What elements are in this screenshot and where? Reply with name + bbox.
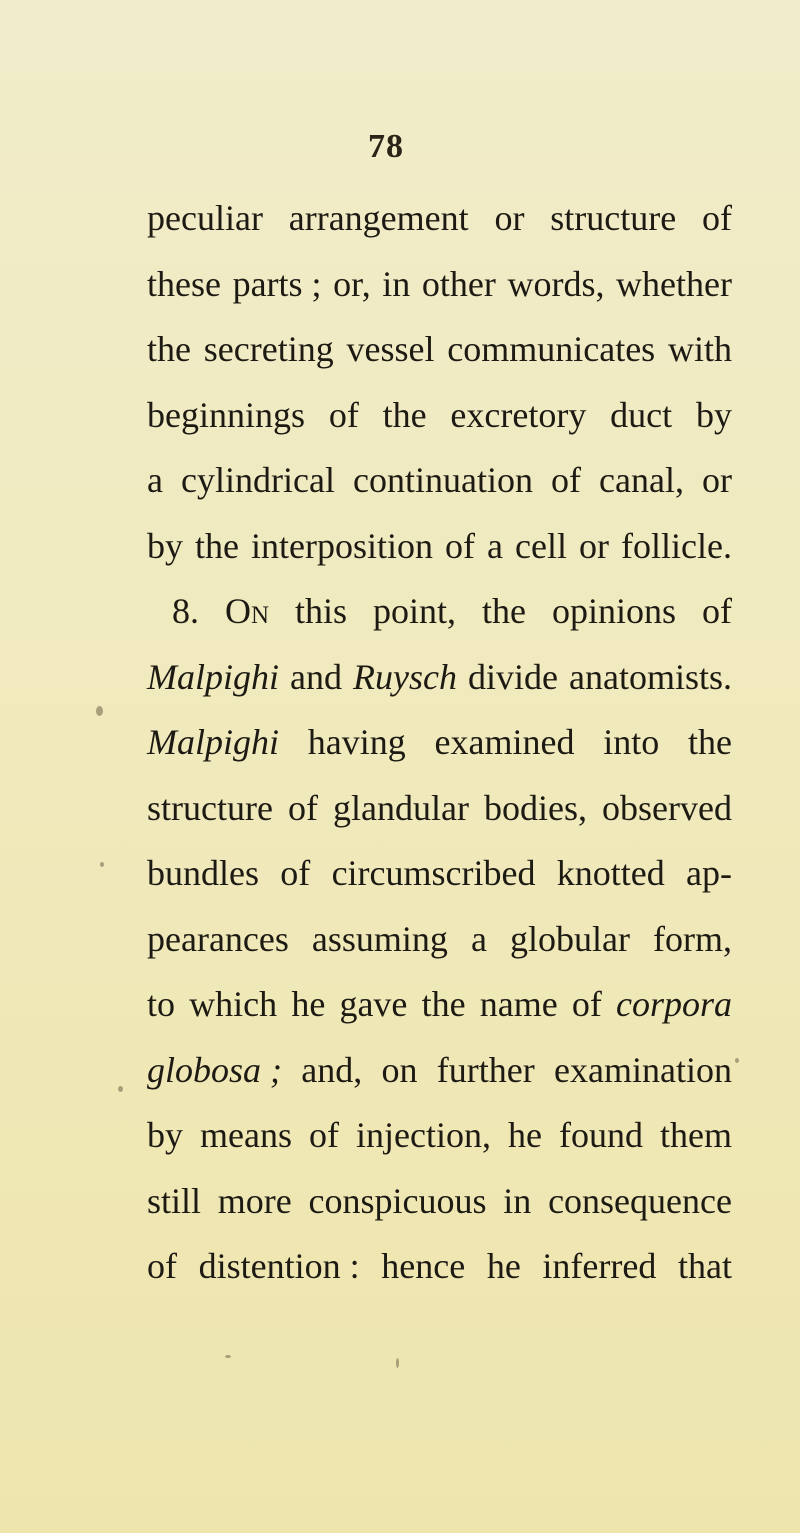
word: excretory [450,394,587,435]
page-number: 78 [368,128,404,165]
word: by [695,394,732,435]
word: bodies, [484,787,587,828]
word: that [677,1246,732,1286]
word: these [147,263,221,304]
word: gave [339,984,408,1024]
word: by [147,525,183,566]
italic-name: Malpighi [147,656,279,697]
text-line [147,841,732,907]
word: whether [616,263,732,304]
text-line [147,383,732,449]
word: or [579,525,610,566]
italic-name: Malpighi [147,722,279,762]
text-line [147,514,732,580]
word: in [503,1180,532,1221]
paragraph-start-line [147,579,732,645]
italic-term: corpora [616,984,732,1024]
word: name [479,984,558,1024]
word: structure [147,787,273,828]
word: distention : [198,1246,360,1286]
text-line [147,317,732,383]
word: a [470,918,487,959]
word: on [381,1049,418,1090]
word: globular [509,918,630,959]
word: conspicuous [308,1180,487,1221]
word: examination [554,1049,732,1090]
word: hence [381,1246,466,1286]
word: and, [301,1049,363,1090]
word: of [571,984,602,1024]
paper-speck [100,862,104,867]
word: the [195,525,239,566]
word: cell [515,525,568,566]
word: injection, [356,1115,491,1155]
word: glandular [333,787,469,828]
text-line [147,710,732,776]
word: this [295,591,348,631]
word: peculiar [147,198,263,238]
word: words, [507,263,605,304]
word: duct [610,394,673,435]
word: cylindrical [181,460,335,500]
word: to [147,984,176,1024]
word: he [291,984,326,1024]
word: more [217,1180,292,1221]
paper-speck [96,706,103,716]
text-line [147,1169,732,1235]
word: vessel [346,329,435,369]
italic-name: Ruysch [353,656,457,697]
word: of [701,198,732,238]
word: ap- [686,853,732,893]
word: knotted [556,853,665,893]
word: further [436,1049,535,1090]
text-line [147,972,732,1038]
word: of [147,1246,177,1286]
word: examined [434,722,575,762]
word: interposition [251,525,434,566]
word: the [688,722,732,762]
word: of [702,591,732,631]
word: structure [550,198,677,238]
text-line [147,186,732,252]
word: opinions [552,591,677,631]
word: assuming [311,918,448,959]
word: the [421,984,466,1024]
word: the [147,329,191,369]
word: secreting [203,329,334,369]
paper-speck [225,1355,231,1358]
italic-term: globosa ; [147,1049,282,1090]
word: circumscribed [331,853,536,893]
word: of [445,525,476,566]
word: form, [653,918,732,959]
word: point, [373,591,457,631]
word: other [421,263,496,304]
word: or [701,460,732,500]
word: which [189,984,278,1024]
word: means [200,1115,292,1155]
word: inferred [542,1246,657,1286]
word: with [667,329,732,369]
body-text [147,186,732,1300]
word: of [287,787,318,828]
word: by [147,1115,183,1155]
word: parts ; [232,263,322,304]
word: of [280,853,311,893]
section-number: 8. [172,591,199,631]
word: beginnings [147,394,305,435]
word: divide [468,656,558,697]
word: them [660,1115,732,1155]
word: canal, [599,460,684,500]
text-line [147,1103,732,1169]
word: having [307,722,406,762]
word: follicle. [621,525,732,566]
word: of [309,1115,339,1155]
text-line [147,252,732,318]
word: or [494,198,525,238]
word: continuation [352,460,533,500]
word: consequence [548,1180,732,1221]
word: communicates [447,329,656,369]
text-line [147,1038,732,1104]
text-line [147,1234,732,1300]
word: arrangement [288,198,469,238]
word: a [487,525,504,566]
word: a [147,460,163,500]
text-line [147,776,732,842]
word: observed [602,787,732,828]
paper-speck [735,1058,739,1063]
small-caps-word: On [224,591,270,631]
word: found [559,1115,643,1155]
paper-speck [118,1086,123,1092]
word: he [486,1246,521,1286]
text-line [147,448,732,514]
word: into [603,722,660,762]
word: the [382,394,427,435]
word: of [550,460,581,500]
word: still [147,1180,202,1221]
text-line [147,645,732,711]
text-line [147,907,732,973]
word: pearances [147,918,289,959]
paper-speck [396,1358,399,1368]
word: he [508,1115,542,1155]
word: of [328,394,359,435]
word: or, [333,263,371,304]
word: anatomists. [569,656,732,697]
word: bundles [147,853,259,893]
word: the [482,591,527,631]
word: in [382,263,411,304]
word: and [290,656,342,697]
